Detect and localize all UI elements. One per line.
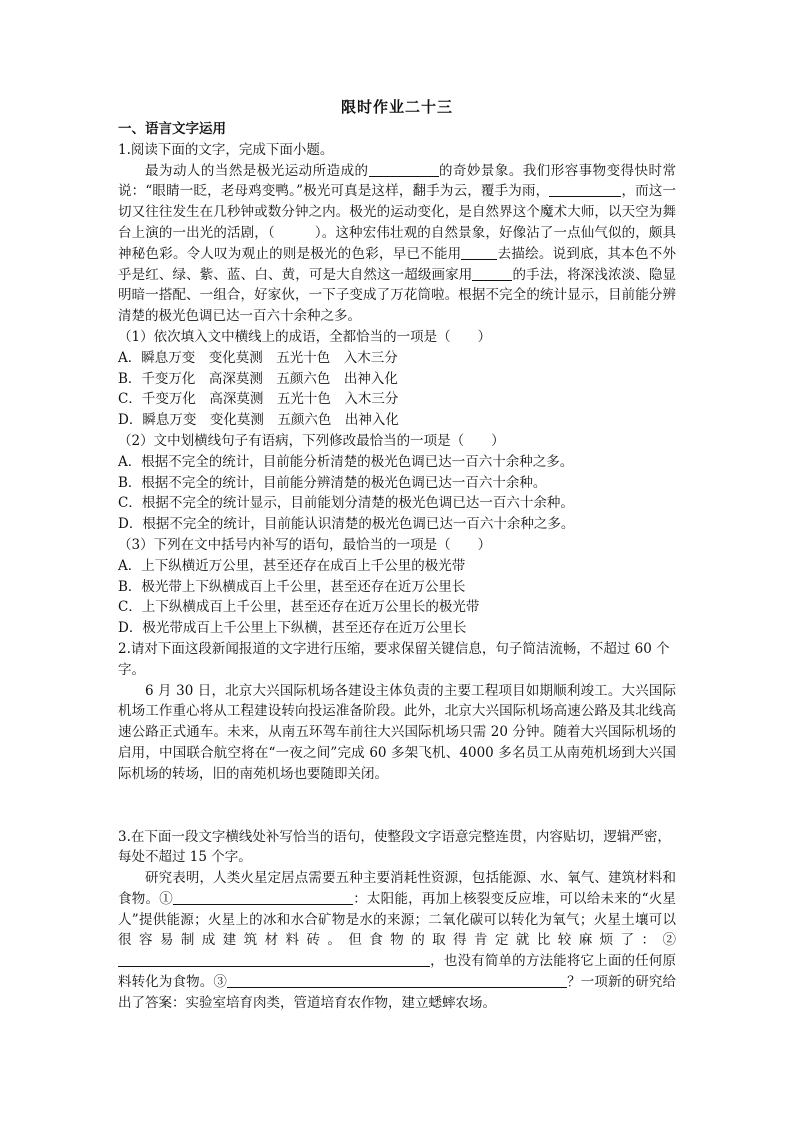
question-2	[118, 639, 676, 785]
question-stem: 2.请对下面这段新闻报道的文字进行压缩，要求保留关键信息，句子简洁流畅，不超过 60 个字。	[118, 640, 670, 678]
option-b[interactable]: B．千变万化 高深莫测 五颜六色 出神入化	[118, 370, 398, 387]
answer-line-2[interactable]	[118, 952, 430, 967]
fill-blank[interactable]	[369, 162, 439, 177]
worksheet	[118, 96, 676, 1014]
passage-text: 最为动人的当然是极光运动所造成的	[145, 162, 369, 179]
passage	[118, 868, 676, 1014]
question-stem: 1.阅读下面的文字，完成下面小题。	[118, 141, 334, 158]
passage-text: ）。这种宏伟壮观的自然景象，好像沾了一点仙气似的，颇具神秘色彩。令人叹为观止的则是极光的色彩，早已不能用	[118, 224, 677, 262]
option-a[interactable]: A．上下纵横近万公里，甚至还存在成百上千公里的极光带	[118, 557, 466, 574]
passage-text: 研究表明，人类火星定居点需要五种主要消耗性资源，包括能源、水、氧气、建筑材料和食物。①	[118, 870, 676, 907]
page-title: 限时作业二十三	[340, 98, 453, 116]
question-stem: 3.在下面一段文字横线处补写恰当的语句，使整段文字语意完整连贯，内容贴切，逻辑严密，每处不超过 15 个字。	[118, 828, 671, 866]
option-c[interactable]: C．根据不完全的统计显示，目前能划分清楚的极光色调已达一百六十余种。	[118, 495, 574, 512]
passage-text: 去描绘。说到底，其本色不外乎是红、绿、紫、蓝、白、黄，可是大自然这一超级画家用	[118, 245, 677, 283]
option-b[interactable]: B．极光带上下纵横成百上千公里，甚至还存在近万公里长	[118, 578, 466, 595]
news-passage: 6 月 30 日，北京大兴国际机场各建设主体负责的主要工程项目如期顺利竣工。大兴国际机场工作重心将从工程建设转向投运准备阶段。此外，北京大兴国际机场高速公路及其北线高速公路正式通车。未来，从南五环驾车前往大兴国际机场只需 20 分钟。随着大兴国际机场的启用，中国联合航空将在“一夜之间”完成 60 多架飞机、4000 多名员工从南苑机场到大兴国际机场的转场，旧的南苑机场也要随即关闭。	[118, 682, 676, 782]
passage-text: 的奇妙景象。我们形容事物变得快时常说：“眼睛一眨，老母鸡变鸭。”极光可真是这样，翻手为云，覆手为雨，	[118, 162, 676, 200]
passage	[118, 161, 676, 327]
option-c[interactable]: C．上下纵横成百上千公里，甚至还存在近万公里长的极光带	[118, 599, 480, 616]
fill-blank[interactable]	[549, 182, 621, 197]
option-a[interactable]: A．根据不完全的统计，目前能分析清楚的极光色调已达一百六十余种之多。	[118, 453, 574, 470]
fill-blank[interactable]	[461, 245, 497, 260]
option-c[interactable]: C．千变万化 高深莫测 五光十色 入木三分	[118, 391, 399, 408]
question-1	[118, 140, 676, 639]
sub-question-stem: （1）依次填入文中横线上的成语，全都恰当的一项是（ ）	[118, 328, 492, 345]
fill-blank[interactable]	[472, 266, 512, 281]
passage-text: ，而这一切又往往发生在几秒钟或数分钟之内。极光的运动变化，是自然界这个魔术大师，以天空为舞台上演的一出光的活剧，（	[118, 183, 676, 241]
passage-text: 的手法，将深浅浓淡、隐显明暗一搭配、一组合，好家伙，一下子变成了万花筒啦。根据不完全的统计显示，目前能分辨清楚的极光色调已达一百六十余种之多。	[118, 266, 677, 325]
answer-line-1[interactable]	[173, 890, 353, 905]
option-d[interactable]: D．极光带成百上千公里上下纵横，甚至还存在近万公里长	[118, 620, 467, 637]
option-d[interactable]: D．瞬息万变 变化莫测 五颜六色 出神入化	[118, 412, 399, 429]
option-a[interactable]: A．瞬息万变 变化莫测 五光十色 入木三分	[118, 349, 398, 366]
option-b[interactable]: B．根据不完全的统计，目前能分辨清楚的极光色调已达一百六十余种。	[118, 474, 547, 491]
passage-text: ？一项新的研究给出了答案：实验室培育肉类，管道培育农作物，建立蟋蟀农场。	[118, 974, 676, 1011]
sub-question-stem: （3）下列在文中括号内补写的语句，最恰当的一项是（ ）	[118, 536, 492, 553]
option-d[interactable]: D．根据不完全的统计，目前能认识清楚的极光色调已达一百六十余种之多。	[118, 516, 575, 533]
sub-question-stem: （2）文中划横线句子有语病，下列修改最恰当的一项是（ ）	[118, 432, 505, 449]
passage-text: ，也没有简单的方法能将它上面的任何原料转化为食物。③	[118, 953, 676, 991]
passage-text: ：太阳能，再加上核裂变反应堆，可以给未来的“火星人”提供能源；火星上的冰和水合矿物是水的来源；二氧化碳可以转化为氧气；火星土壤可以很容易制成建筑材料砖。但食物的取得肯定就比较麻烦了：②	[118, 890, 677, 949]
question-3	[118, 827, 676, 1014]
answer-space[interactable]	[118, 785, 676, 827]
section-heading: 一、语言文字运用	[118, 121, 226, 137]
answer-line-3[interactable]	[227, 973, 567, 988]
